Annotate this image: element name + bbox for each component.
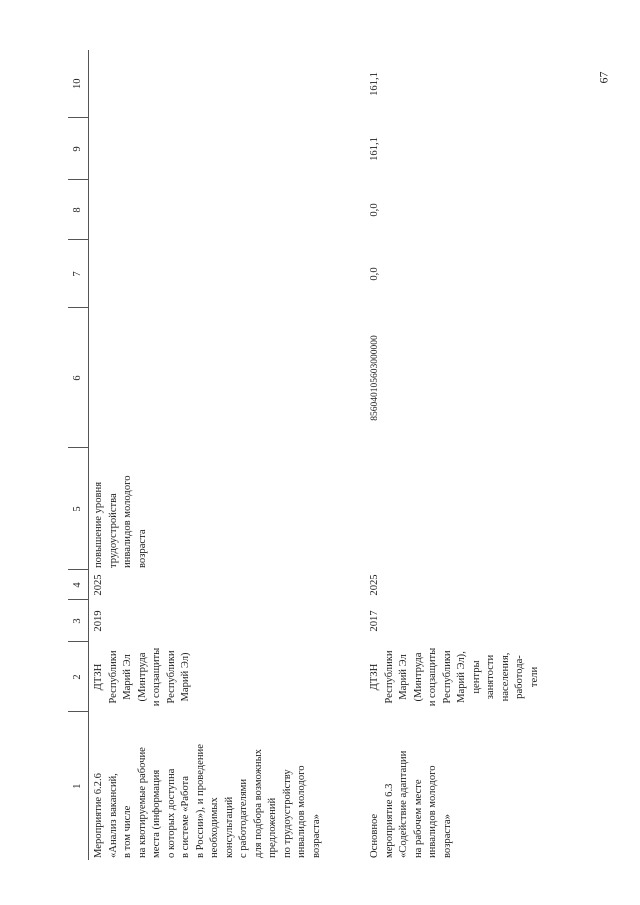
executor-cell (89, 642, 343, 712)
value-col-10: 161,1 (369, 72, 380, 96)
value-col-9 (89, 118, 343, 180)
measure-name: Основное мероприятие 6.3 «Содействие адаптации на рабочем месте инвалидов молодого возраста» (369, 750, 453, 858)
executor: ДТЗН Республики Марий Эл (Минтруда и соцзащиты Республики Марий Эл), центры занятости населения, работода- тели (369, 647, 540, 707)
program-table-rotated (68, 50, 548, 860)
header-row (68, 50, 89, 860)
budget-code: 856040105603000000 (370, 335, 380, 421)
value-col-10 (89, 50, 343, 118)
measure-name: Мероприятие 6.2.6 «Анализ вакансий, в том числе на квотируемые рабочие места (информация о которых доступна в системе «Работа в России»), и проведение необходимых консультаций с работодателями для подбора возможных предложений по трудоустройству инвалидов молодого возраста» (93, 744, 322, 858)
header-col-2: 2 (68, 642, 89, 712)
end-year: 2025 (369, 574, 380, 596)
header-col-4: 4 (68, 570, 89, 600)
measure-name-cell (89, 712, 343, 860)
value-col-7: 0,0 (369, 267, 380, 281)
header-col-10: 10 (68, 50, 89, 118)
expected-result-cell (342, 448, 573, 570)
value-col-7 (89, 240, 343, 308)
table-row (342, 50, 573, 860)
header-col-5: 5 (68, 448, 89, 570)
end-year: 2025 (93, 574, 104, 596)
start-year: 2019 (93, 610, 104, 632)
header-col-6: 6 (68, 308, 89, 448)
executor: ДТЗН Республики Марий Эл (Минтруда и соцзащиты Республики Марий Эл) (93, 647, 191, 707)
executor-cell (342, 642, 573, 712)
header-col-7: 7 (68, 240, 89, 308)
value-col-8: 0,0 (369, 203, 380, 217)
page-number: 67 (596, 71, 611, 84)
expected-result-cell (89, 448, 343, 570)
header-col-1: 1 (68, 712, 89, 860)
measure-name-cell (342, 712, 573, 860)
budget-code (89, 308, 343, 448)
header-col-9: 9 (68, 118, 89, 180)
table-row (89, 50, 343, 860)
value-col-8 (89, 180, 343, 240)
expected-result: повышение уровня трудоустройства инвалидов молодого возраста (93, 475, 148, 568)
value-col-9: 161,1 (369, 137, 380, 161)
header-col-8: 8 (68, 180, 89, 240)
program-table (68, 50, 573, 860)
start-year: 2017 (369, 610, 380, 632)
header-col-3: 3 (68, 600, 89, 642)
